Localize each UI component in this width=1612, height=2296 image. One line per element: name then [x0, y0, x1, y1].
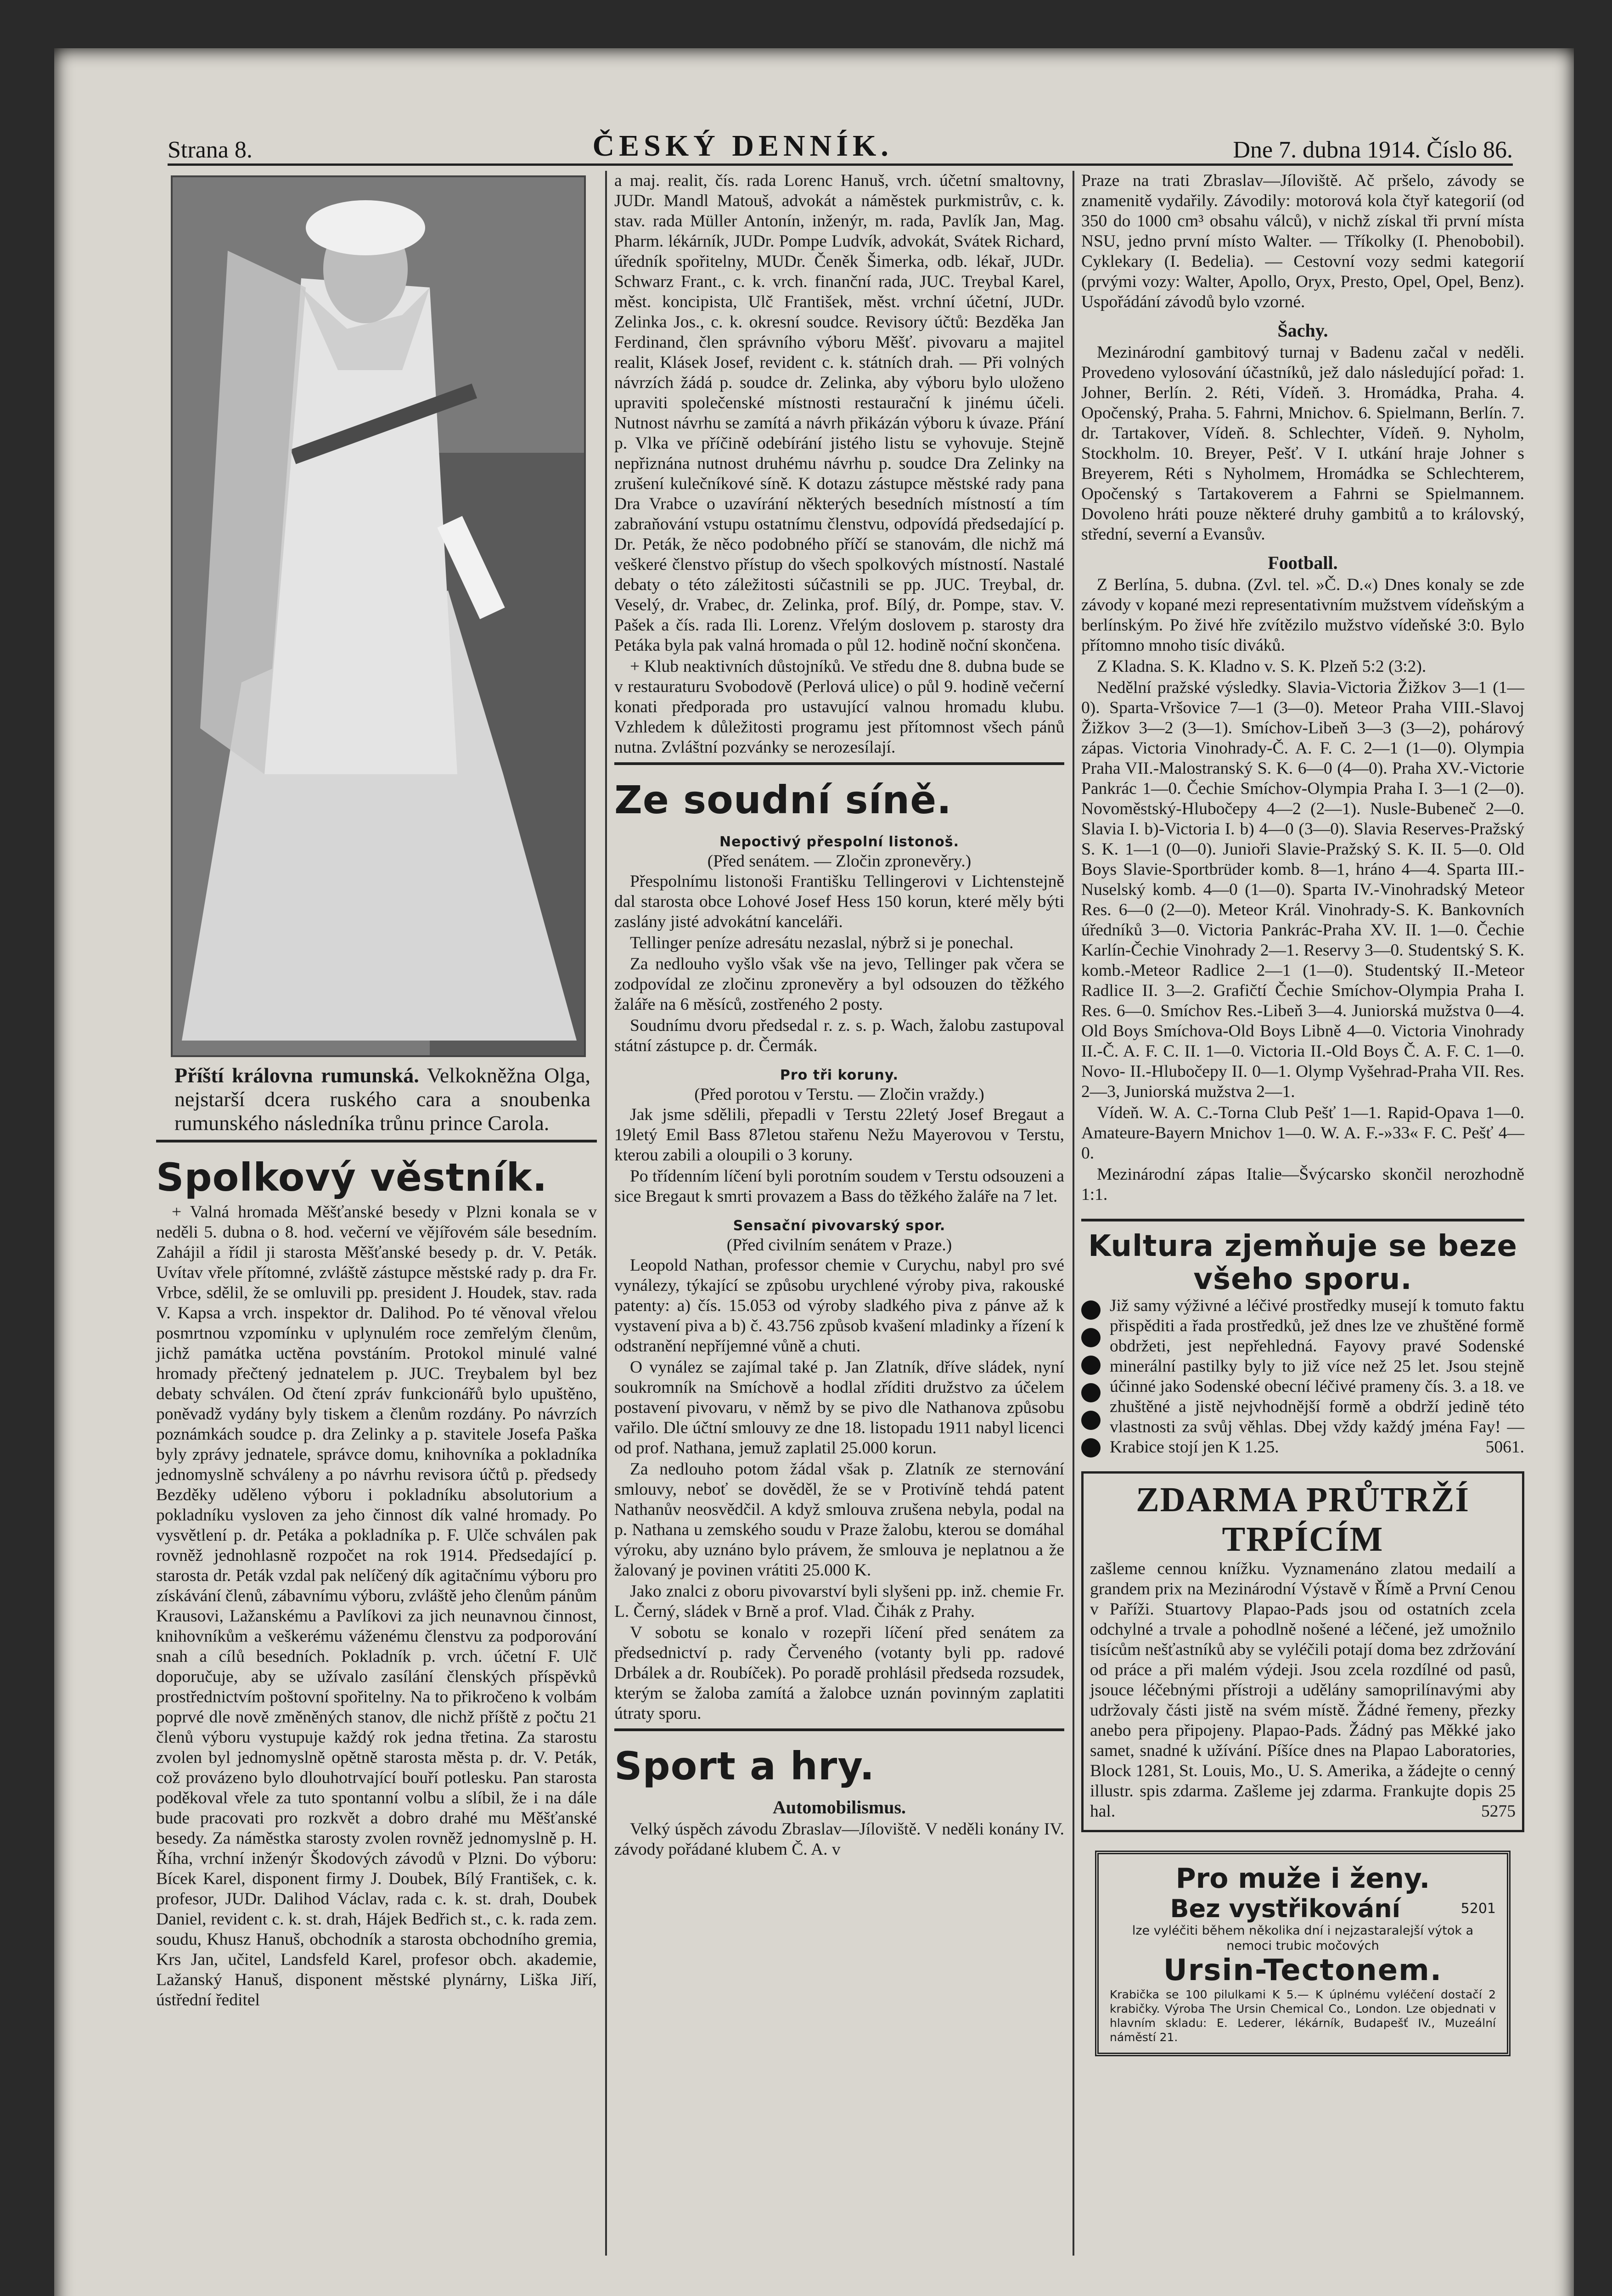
ad-small-print: Krabička se 100 pilulkami K 5.— K úplnému vyléčení dostačí 2 krabičky. Výroba The Ursin Chemical Co., London. Lze objednati v hlavním skladu: E. Lederer, lékárník, Budapešť IV., Muzeální náměstí 21. [1110, 1988, 1496, 2044]
article-paragraph: Z Kladna. S. K. Kladno v. S. K. Plzeň 5:2 (3:2). [1097, 657, 1427, 676]
article-paragraph: Za nedlouho potom žádal však p. Zlatník ze sternování smlouvy, neboť se dověděl, že se v Protivíně tehdá patent Nathanův neosvědčil. A když smlouva zrušena nebyla, podal na p. Nathana u zemského soudu v Praze žalobu, kterou se domáhal výroku, aby uznáno bylo právem, že smlouva je neplatnou a že žalovaný je povinen vrátiti 25.000 K. [614, 1460, 1064, 1580]
advertisement-fay [1081, 1219, 1524, 1458]
article-paragraph: Velký úspěch závodu Zbraslav—Jíloviště. V neděli konány IV. závody pořádané klubem Č. A. v [614, 1820, 1064, 1859]
article-paragraph: Tellinger peníze adresátu nezaslal, nýbrž si je ponechal. [630, 934, 1014, 952]
portrait-photo [171, 175, 586, 1057]
ad-text: lze vyléčiti během několika dní i nejzastaralejší výtok a nemoci trubic močových [1132, 1924, 1474, 1953]
ad-title: Kultura zjemňuje se beze všeho sporu. [1088, 1229, 1517, 1296]
article-paragraph: a maj. realit, čís. rada Lorenc Hanuš, vrch. účetní smaltovny, JUDr. Mandl Matouš, advokát a náměstek purkmistrův, c. k. stav. rada Müller Antonín, inženýr, m. rada, Pavlík Jan, Mag. Pharm. lékárník, JUDr. Pompe Ludvík, advokát, Svátek Richard, úředník spořitelny, MUDr. Čeněk Šimerka, odb. lékař, JUDr. Schwarz Frant., c. k. vrch. finanční rada, JUC. Treybal Karel, měst. koncipista, Ulč František, měst. vrchní účetní, JUDr. Zelinka Jos., c. k. okresní soudce. Revisory účtů: Bezděka Jan Ferdinand, člen správního výboru Měšť. pivovaru a majitel realit, Klásek Josef, revident c. k. státních drah. — Při volných návrzích žádá p. soudce dr. Zelinka, aby výboru bylo uloženo upraviti společenské místnosti restaurační k jinému účeli. Nutnost návrhu se zamítá a návrh přikázán výboru k úvaze. Přání p. Vlka ve příčině odebírání jistého listu se vyhovuje. Stejně nepřiznána nutnost druhému návrhu p. soudce Dra Zelinky na zrušení kulečníkové síně. K dotazu zástupce městské rady pana Dra Vrabce o uzavírání některých besedních místností a tím zabraňování vstupu ostatnímu členstvu, odpovídá předsedající p. Dr. Peták, že něco podobného příčí se stanovám, dle nichž má veškeré členstvo přístup do všech spolkových místností. Nastalé debaty o této záležitosti súčastnili se pp. JUC. Treybal, dr. Veselý, dr. Vrabec, dr. Zelinka, prof. Bílý, dr. Pompe, stav. V. Pašek a čís. rada Ili. Lorenz. Vřelým doslovem p. starosty dra Petáka byla pak valná hromada o půl 12. hodině noční skončena. [614, 171, 1064, 655]
article-title: Automobilismus. [772, 1797, 906, 1818]
ad-body [1081, 1296, 1524, 1458]
ad-subtitle [1110, 1895, 1496, 1923]
newspaper-title: ČESKÝ DENNÍK. [592, 129, 893, 163]
ad-subtitle-text: Bez vystřikování [1170, 1894, 1401, 1923]
article-paragraph: Jako znalci z oboru pivovarství byli slyšeni pp. inž. chemie Fr. L. Černý, sládek v Brně a prof. Vlad. Čihák z Prahy. [614, 1582, 1064, 1621]
article-paragraph: Soudnímu dvoru předsedal r. z. s. p. Wach, žalobu zastupoval státní zástupce p. dr. Čermák. [614, 1016, 1064, 1055]
article-title: Sensační pivovarský spor. [733, 1218, 946, 1234]
page-number: Strana 8. [168, 137, 253, 163]
article-paragraph: V sobotu se konalo v rozepři líčení před senátem za předsednictví p. rady Červeného (votanty byli pp. radové Drbálek a dr. Roubíček). Po poradě prohlásil předseda rozsudek, kterým se žaloba zamítá a žalobce uznán povinným zaplatiti útraty sporu. [614, 1623, 1064, 1723]
column-divider [605, 171, 607, 2256]
section-heading-court: Ze soudní síně. [614, 762, 1064, 823]
ad-title: Pro muže i ženy. [1175, 1863, 1430, 1895]
ad-code: 5201 [1460, 1901, 1496, 1917]
masthead [168, 124, 1513, 166]
photo-caption [156, 1064, 597, 1135]
portrait-illustration [173, 177, 584, 1055]
caption-title: Příští královna rumunská. [174, 1064, 419, 1087]
ad-title: ZDARMA PRŮTRŽÍ TRPÍCÍM [1136, 1480, 1470, 1559]
article-title: Pro tři koruny. [780, 1067, 899, 1083]
article-paragraph: + Valná hromada Měšťanské besedy v Plzni konala se v neděli 5. dubna o 8. hod. večerní ve vějířovém sále besedním. Zahájil a řídil ji starosta Měšťanské besedy p. dr. V. Peták. Uvítav vřele přítomné, zvláště zástupce městské rady p. dra Fr. Vrbce, sdělil, že se omluvili pp. president J. Houdek, stav. rada V. Kapsa a vrch. inspektor dr. Dalihod. Po té věnoval vřelou posmrtnou vzpomínku v uplynulém roce zemřelým členům, jichž památka uctěna povstáním. Protokol minulé valné hromady přečtený jednatelem p. JUC. Treybalem byl bez debaty schválen. Od čtení zpráv funkcionářů bylo upuštěno, poněvadž vydány byly tiskem a členům rozdány. Po návrzích poznámkách soudce p. dra Zelinky a p. stavitele Josefa Paška byly zprávy jednatele, správce domu, knihovníka a pokladníka jednomyslně schváleny a po návrhu revisora účtů p. předsedy Bezděky uděleno výboru i pokladníku absolutorium a pokladníku vysloven za jeho činnost dík valné hromady. Po vysvětlení p. dr. Petáka a pokladníka p. F. Ulče schválen pak rovněž jednohlasně rozpočet na rok 1914. Předsedající p. starosta dr. Peták vzdal pak nelíčený dík agitačnímu výboru pro získávání členů, zábavnímu výboru, zvláště jeho členům pánům Krausovi, Lažanskému a Pavlíkovi za jich neunavnou činnost, knihovníkům a veškerému váženému členstvu za podporování snah a cílů besedních. Pokladník p. vrch. účetní F. Ulč doporučuje, aby se užívalo zasílání členských příspěvků prostřednictvím poštovní spořitelny. Na to přikročeno k volbám poprvé dle nově změněných stanov, dle nichž příště z počtu 21 členů výboru vystupuje každý rok jedna třetina. Za starostu zvolen byl jednomyslně opětně starosta města p. dr. V. Peták, což provázeno bylo dlouhotrvající bouří potlesku. Pan starosta poděkoval vřele za tuto spontanní volbu a slíbil, že i na dále bude pracovati pro rozkvět a dobro drahé mu Měšťanské besedy. Za náměstka starosty zvolen rovněž jednomyslně p. H. Říha, vrchní inženýr Škodových závodů v Plzni. Do výboru: Bícek Karel, disponent firmy J. Doubek, Bílý František, c. k. profesor, JUDr. Dalihod Václav, rada c. k. st. drah, Doubek Daniel, revident c. k. st. drah, Hájek Bedřich st., c. k. rada zem. soudu, Khusz Hanuš, obchodník a starosta obchodního gremia, Krs Jan, učitel, Landsfeld Karel, profesor obch. akademie, Lažanský Hanuš, disponent městské plynárny, Liška Jiří, ústřední ředitel [156, 1203, 597, 2009]
decorative-dots [1081, 1300, 1102, 1466]
article-title: Nepoctivý přespolní listonoš. [719, 834, 960, 850]
section-heading-football: Football. [1268, 552, 1338, 573]
advertisement-ursin [1095, 1851, 1511, 2056]
column-divider [1073, 171, 1074, 2256]
issue-date: Dne 7. dubna 1914. Číslo 86. [1233, 137, 1513, 163]
article-paragraph: Přespolnímu listonoši Františku Tellingerovi v Lichtenstejně dal starosta obce Lohové Josef Hess 150 korun, které měly býti zaslány jisté advokátní kanceláři. [614, 872, 1064, 931]
article-paragraph: Vídeň. W. A. C.-Torna Club Pešť 1—1. Rapid-Opava 1—0. Amateure-Bayern Mnichov 1—0. W. A. F.-»33« F. C. Pešť 4—0. [1081, 1103, 1524, 1163]
section-heading-sachy: Šachy. [1277, 320, 1328, 341]
article-paragraph: Mezinárodní zápas Italie—Švýcarsko skončil nerozhodně 1:1. [1081, 1165, 1524, 1204]
ad-code: 5275 [1481, 1802, 1516, 1821]
article-paragraph: Mezinárodní gambitový turnaj v Badenu začal v neděli. Provedeno vylosování účastníků, jež dalo následující pořad: 1. Johner, Berlín. 2. Réti, Vídeň. 3. Hromádka, Praha. 4. Opočenský, Praha. 5. Fahrni, Mnichov. 6. Spielmann, Berlín. 7. dr. Tartakover, Vídeň. 8. Schlechter, Vídeň. 9. Nyholm, Stockholm. 10. Breyer, Pešť. V I. utkání hraje Johner s Breyerem, Réti s Nyholmem, Hromádka se Schlechterem, Opočenský s Tartakoverem a Fahrni se Spielmannem. Dovoleno hráti pouze některé druhy gambitů a to královský, střední, severní a Evansův. [1081, 343, 1524, 544]
article-paragraph: Leopold Nathan, professor chemie v Curychu, nabyl pro své vynálezy, týkající se způsobu urychlené výroby piva, rakouské patenty: a) čís. 15.053 od výroby sladkého piva z pánve až k vystavení piva a b) č. 43.756 způsob kvašení mladinky a řízení k odstranění nepříjemné vůně a chuti. [614, 1256, 1064, 1356]
ad-code: 5061. [1485, 1438, 1524, 1457]
article-paragraph: Po třídenním líčení byli porotním soudem v Terstu odsouzeni a sice Bregaut k smrti provazem a Bass do těžkého žaláře na 7 let. [614, 1167, 1064, 1206]
column-left [156, 171, 597, 2011]
article-subtitle: (Před senátem. — Zločin zpronevěry.) [707, 852, 972, 871]
article-paragraph: Za nedlouho vyšlo však vše na jevo, Tellinger pak včera se zodpovídal ze zločinu zpronevěry a byl odsouzen do těžkého žaláře na 6 měsíců, zostřeného 2 posty. [614, 955, 1064, 1014]
column-right [1081, 171, 1524, 2056]
ad-text: zašleme cennou knížku. Vyznamenáno zlatou medailí a grandem prix na Mezinárodní Výstavě v Římě a První Cenou v Paříži. Stuartovy Plapao-Pads jsou od ostatních zcela odchylné a trvale a pohodlně nošené a léčené, jež umožnilo tisícům nešťastníků aby se vyléčili potají doma bez zdržování od práce a při malém výdeji. Jsou zcela rozdílné od pasů, jsouce léčebnými přístroji a udělány samoprilínavými aby udržovaly části jistě na svém místě. Žádné řemeny, přezky anebo pera připojeny. Plapao-Pads. Žádný pas Měkké jako samet, snadné k užívání. Píšíce dnes na Plapao Laboratories, Block 1281, St. Louis, Mo., U. S. Amerika, a žádejte o cenný illustr. spis zdarma. Zašleme jej zdarma. Frankujte dopis 25 hal. [1090, 1559, 1516, 1821]
article-paragraph: Praze na trati Zbraslav—Jíloviště. Ač pršelo, závody se znamenitě vydařily. Závodily: motorová kola čtyř kategorií (od 350 do 1000 cm³ obsahu válců), v nichž získal tři první místa NSU, jedno první místo Walter. — Tříkolky (I. Phenobobil). Cyklekary (I. Bedelia). — Cestovní vozy sedmi kategorií (prvými vozy: Walter, Apollo, Oryx, Presto, Opel, Opel, Benz). Uspořádání závodů bylo vzorné. [1081, 171, 1524, 311]
column-middle [614, 171, 1064, 1861]
ad-brand: Ursin-Tectonem. [1163, 1953, 1443, 1987]
article-paragraph: Z Berlína, 5. dubna. (Zvl. tel. »Č. D.«) Dnes konaly se zde závody v kopané mezi representativním mužstvem vídeňským a berlínským. Po živé hře zvítězilo mužstvo vídeňské 3:0. Bylo přítomno mnoho tisíc diváků. [1081, 575, 1524, 655]
article-subtitle: (Před civilním senátem v Praze.) [726, 1236, 952, 1255]
ad-text: Již samy výživné a léčivé prostředky musejí k tomuto faktu přispěditi a řada prostředků, jež dnes lze ve zhuštěné formě obdržeti, jest nepřehledná. Fayovy pravé Sodenské minerální pastilky byly to již více než 25 let. Jsou stejně účinné jako Sodenské obecní léčivé prameny čís. 3. a 18. ve zhuštěné a jistě nejvhodnější formě a obdrží jedině této vlastnosti za svůj věhlas. Dbej vždy každý jména Fay! — Krabice stojí jen K 1.25. [1110, 1296, 1524, 1457]
article-subtitle: (Před porotou v Terstu. — Zločin vraždy.) [694, 1085, 984, 1104]
article-paragraph: Nedělní pražské výsledky. Slavia-Victoria Žižkov 3—1 (1—0). Sparta-Vršovice 7—1 (3—0). Meteor Praha VIII.-Slavoj Žižkov 3—2 (3—1). Smíchov-Libeň 3—3 (3—2), pohárový zápas. Victoria Vinohrady-Č. A. F. C. 2—1 (1—0). Olympia Praha VII.-Malostranský S. K. 6—0 (4—0). Praha XV.-Victorie Pankrác 1—0. Čechie Smíchov-Olympia Praha I. 3—1 (2—0). Novoměstský-Hlubočepy 4—2 (2—1). Nusle-Bubeneč 2—0. Slavia I. b)-Victoria I. b) 4—0 (3—0). Slavia Reserves-Pražský S. K. 1—1 (0—0). Junioři Slavie-Pražský S. K. II. 5—0. Old Boys Slavie-Sportbrüder komb. 8—1, hráno 4—4. Sparta III.-Nuselský komb. 4—0 (1—0). Sparta IV.-Vinohradský Meteor Res. 6—0 (2—0). Meteor Král. Vinohrady-S. K. Bankovních úředníků 3—0. Victoria Pankrác-Praha XV. II. 1—0. Čechie Karlín-Čechie Vinohrady 2—1. Reservy 3—0. Studentský S. K. komb.-Meteor Radlice 2—1 (1—0). Studentský II.-Meteor Radlice II. 3—2. Grafičtí Čechie Smíchov-Olympia Praha I. Res. 6—0. Smíchov Res.-Libeň 3—4. Juniorská mužstva 0—4. Old Boys Smíchova-Old Boys Libně 4—0. Victoria Vinohrady II.-Č. A. F. C. II. 1—0. Victoria II.-Old Boys Č. A. F. C. 1—0. Novo- II.-Hlubočepy II. 0—1. Olymp Vyšehrad-Praha VII. Res. 2—3, Juniorská mužstva 2—1. [1081, 678, 1524, 1101]
article-paragraph: O vynález se zajímal také p. Jan Zlatník, dříve sládek, nyní soukromník na Smíchově a hodlal zříditi družstvo za účelem postavení pivovaru, v němž by se pivo dle Nathanova způsobu vařilo. Dle účtní smlouvy ze dne 18. listopadu 1911 nabyl licenci od prof. Nathana, jemuž zaplatil 25.000 korun. [614, 1358, 1064, 1458]
section-heading-sport: Sport a hry. [614, 1728, 1064, 1789]
article-paragraph: + Klub neaktivních důstojníků. Ve středu dne 8. dubna bude se v restauraturu Svobodově (Perlová ulice) o půl 9. hodině večerní konati předporada pro ustavující valnou hromadu klubu. Vzhledem k důležitosti programu jest přítomnost všech pánů nutna. Zvláštní pozvánky se nerozesílají. [614, 657, 1064, 757]
article-paragraph: Jak jsme sdělili, přepadli v Terstu 22letý Josef Bregaut a 19letý Emil Bass 87letou stařenu Nežu Mayerovou v Terstu, kterou zabili a oloupili o 3 koruny. [614, 1105, 1064, 1165]
advertisement-plapao [1081, 1471, 1524, 1832]
caption-text: Velkokněžna Olga, nejstarší dcera ruského cara a snoubenka rumunského následníka trůnu prince Carola. [174, 1064, 590, 1135]
section-heading-spolkovy: Spolkový věstník. [156, 1140, 597, 1200]
